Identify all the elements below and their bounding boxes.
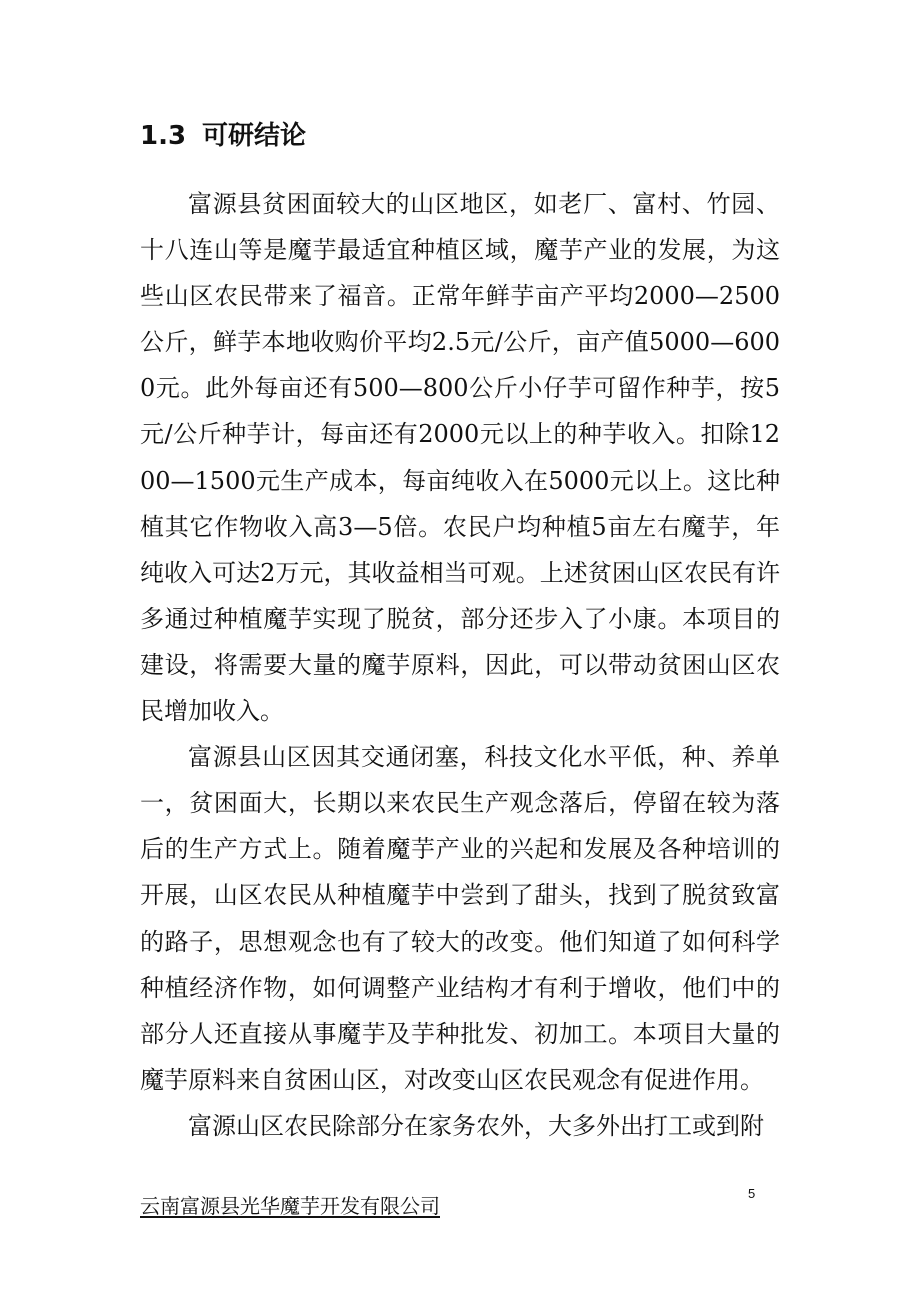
paragraph-mindset-change: 富源县山区因其交通闭塞，科技文化水平低，种、养单一，贫困面大，长期以来农民生产观念落后，停留在较为落后的生产方式上。随着魔芋产业的兴起和发展及各种培训的开展，山区农民从种植魔芋中尝到了甜头，找到了脱贫致富的路子，思想观念也有了较大的改变。他们知道了如何科学种植经济作物，如何调整产业结构才有利于增收，他们中的部分人还直接从事魔芋及芋种批发、初加工。本项目大量的魔芋原料来自贫困山区，对改变山区农民观念有促进作用。 (140, 743, 780, 1094)
body-text (140, 181, 780, 1149)
page-number: 5 (748, 1186, 756, 1201)
section-title: 可研结论 (202, 121, 307, 151)
footer-company-name: 云南富源县光华魔芋开发有限公司 (140, 1194, 440, 1218)
paragraph-konjac-income: 富源县贫困面较大的山区地区，如老厂、富村、竹园、十八连山等是魔芋最适宜种植区域，魔芋产业的发展，为这些山区农民带来了福音。正常年鲜芋亩产平均2000—2500公斤，鲜芋本地收购价平均2.5元/公斤，亩产值5000—6000元。此外每亩还有500—800公斤小仔芋可留作种芋，按5元/公斤种芋计，每亩还有2000元以上的种芋收入。扣除1200—1500元生产成本，每亩纯收入在5000元以上。这比种植其它作物收入高3—5倍。农民户均种植5亩左右魔芋，年纯收入可达2万元，其收益相当可观。上述贫困山区农民有许多通过种植魔芋实现了脱贫，部分还步入了小康。本项目的建设，将需要大量的魔芋原料，因此，可以带动贫困山区农民增加收入。 (140, 190, 780, 726)
paragraph-migrant-work: 富源山区农民除部分在家务农外，大多外出打工或到附 (188, 1111, 764, 1140)
section-heading (140, 116, 306, 156)
section-number: 1.3 (140, 121, 187, 151)
